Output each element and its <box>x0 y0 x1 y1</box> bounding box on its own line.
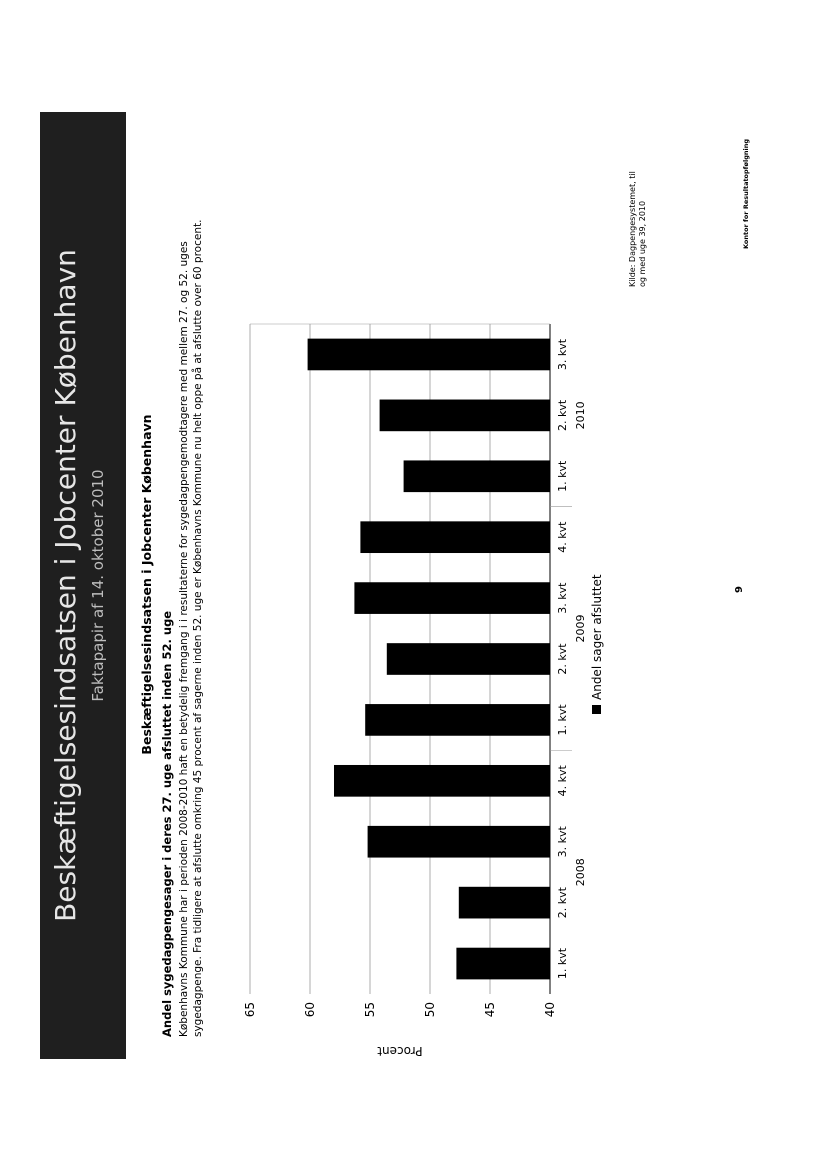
x-tick-label: 1. kvt <box>556 460 569 492</box>
footer-org: Kontor for Resultatopfølgning <box>742 139 750 249</box>
x-tick-label: 3. kvt <box>556 826 569 858</box>
bar <box>387 643 550 675</box>
y-tick-label: 45 <box>483 1002 497 1018</box>
source-line-1: Kilde: Dagpengesystemet, til <box>628 171 637 287</box>
bar <box>459 887 550 919</box>
y-tick-label: 60 <box>303 1002 317 1018</box>
section-heading: Beskæftigelsesindsatsen i Jobcenter København <box>139 414 154 755</box>
document-title: Beskæftigelsesindsatsen i Jobcenter København <box>49 249 82 922</box>
header-banner <box>40 112 126 1059</box>
x-tick-label: 2. kvt <box>556 643 569 675</box>
bar <box>354 582 550 614</box>
x-tick-label: 2. kvt <box>556 399 569 431</box>
y-tick-label: 40 <box>543 1002 557 1018</box>
x-group-label: 2009 <box>574 614 587 643</box>
bar-chart <box>240 309 604 1069</box>
y-tick-label: 50 <box>423 1002 437 1018</box>
x-tick-label: 2. kvt <box>556 887 569 919</box>
y-tick-label: 65 <box>243 1002 257 1018</box>
bar <box>404 460 550 492</box>
y-axis-label: Procent <box>377 1044 423 1058</box>
page-number: 9 <box>734 586 745 593</box>
bar <box>360 521 550 553</box>
source-line-2: og med uge 39, 2010 <box>638 200 647 287</box>
chart-heading: Andel sygedagpengesager i deres 27. uge afsluttet inden 52. uge <box>160 610 174 1037</box>
bar <box>456 948 550 980</box>
bar <box>365 704 550 736</box>
x-tick-label: 4. kvt <box>556 765 569 797</box>
legend-swatch <box>592 705 601 714</box>
bar <box>308 339 550 371</box>
x-tick-label: 1. kvt <box>556 704 569 736</box>
source-note <box>628 171 648 287</box>
bar <box>334 765 550 797</box>
document-subtitle: Faktapapir af 14. oktober 2010 <box>89 469 107 702</box>
x-tick-label: 1. kvt <box>556 947 569 980</box>
intro-paragraph: Københavns Kommune har i perioden 2008-2010 haft en betydelig fremgang i i resultaterne for sygedagpengemodtagere med mellem 27. og 52. uges sygedagpenge. Fra tidligere at afslutte omkring 45 procent af sagerne inden 52. uge er Københavns Kommune nu helt oppe på at afslutte over 60 procent. <box>178 219 204 1037</box>
x-group-label: 2010 <box>574 401 587 430</box>
bar <box>380 400 550 432</box>
x-tick-label: 3. kvt <box>556 582 569 614</box>
bar <box>368 826 550 858</box>
y-tick-label: 55 <box>363 1002 377 1018</box>
x-group-label: 2008 <box>574 858 587 887</box>
x-tick-label: 3. kvt <box>556 338 569 371</box>
x-tick-label: 4. kvt <box>556 521 569 553</box>
legend-label: Andel sager afsluttet <box>590 574 604 700</box>
